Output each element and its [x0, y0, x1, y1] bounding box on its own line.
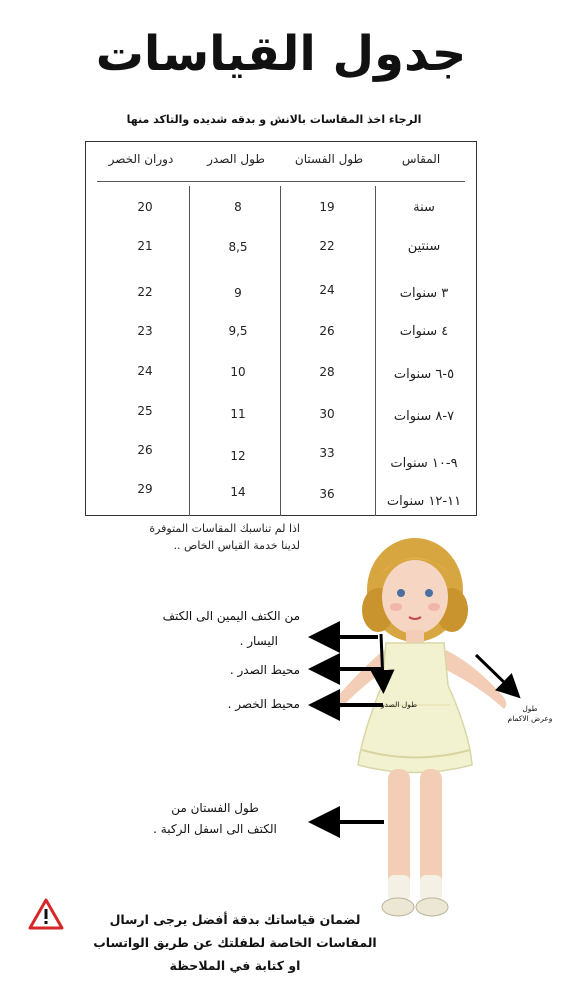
header-size: المقاس	[401, 152, 441, 166]
page-title: جدول القياسات	[95, 26, 467, 82]
cell-size: ٥-٦ سنوات	[393, 367, 455, 382]
header-waist: دوران الخصر	[108, 152, 174, 166]
cell-size: ٩-١٠ سنوات	[390, 456, 458, 471]
cell-dress-length: 28	[319, 365, 335, 379]
footer-line: المقاسات الخاصة لطفلتك عن طريق الواتساب	[93, 935, 377, 950]
cell-size: سنتين	[407, 239, 441, 254]
note-line: اذا لم تناسبك المقاسات المتوفرة	[149, 522, 300, 535]
chest-length-arrow	[381, 634, 383, 682]
shoulder-label-line: من الكتف اليمين الى الكتف	[162, 609, 300, 623]
cell-waist: 22	[137, 285, 153, 299]
cell-waist: 25	[137, 404, 153, 418]
cell-waist: 21	[137, 239, 153, 253]
cell-size: ٤ سنوات	[399, 324, 449, 339]
note-line: لدينا خدمة القياس الخاص ..	[173, 539, 300, 552]
cell-waist: 23	[137, 324, 153, 338]
cell-chest-length: 9,5	[228, 324, 248, 338]
footer-note	[70, 908, 400, 977]
cell-size: ١١-١٢ سنوات	[386, 494, 462, 509]
column-divider	[280, 186, 281, 516]
cell-dress-length: 22	[319, 239, 335, 253]
cell-chest-length: 11	[230, 407, 246, 421]
cell-dress-length: 26	[319, 324, 335, 338]
cell-dress-length: 36	[319, 487, 335, 501]
page-subtitle: الرجاء اخذ المقاسات بالانش و بدقه شديده والتاكد منها	[126, 113, 422, 126]
footer-line: او كتابة في الملاحظة	[169, 958, 301, 973]
cell-dress-length: 24	[319, 283, 335, 297]
cell-size: سنة	[413, 200, 435, 215]
cell-waist: 26	[137, 443, 153, 457]
header-chest-length: طول الصدر	[207, 152, 265, 166]
cell-chest-length: 8,5	[228, 240, 248, 254]
sleeve-label	[500, 704, 560, 724]
cell-chest-length: 14	[230, 485, 246, 499]
cell-size: ٣ سنوات	[399, 286, 449, 301]
header-dress-length: طول الفستان	[294, 152, 364, 166]
cell-waist: 29	[137, 482, 153, 496]
sleeve-arrow	[476, 655, 512, 690]
chest-label: محيط الصدر .	[229, 663, 300, 677]
cell-waist: 24	[137, 364, 153, 378]
column-divider	[375, 186, 376, 516]
warning-triangle-icon	[28, 898, 64, 930]
cell-chest-length: 9	[234, 286, 242, 300]
cell-dress-length: 33	[319, 446, 335, 460]
custom-size-note	[82, 520, 300, 554]
cell-size: ٧-٨ سنوات	[393, 409, 455, 424]
shoulder-label-line: اليسار .	[239, 634, 278, 648]
dress-label-line: الكتف الى اسفل الركبة .	[153, 822, 277, 836]
cell-chest-length: 8	[234, 200, 242, 214]
cell-dress-length: 30	[319, 407, 335, 421]
column-divider	[189, 186, 190, 516]
sleeve-label-line: طول	[522, 704, 538, 713]
cell-chest-length: 10	[230, 365, 246, 379]
shoulder-label	[150, 606, 300, 652]
footer-line: لضمان قياساتك بدقة أفضل يرجى ارسال	[109, 912, 361, 927]
cell-waist: 20	[137, 200, 153, 214]
chest-length-small-label: طول الصدر	[380, 700, 418, 709]
sleeve-label-line: وعرض الاكمام	[507, 714, 553, 723]
cell-chest-length: 12	[230, 449, 246, 463]
dress-length-label	[130, 798, 300, 840]
table-header-divider	[97, 181, 465, 182]
dress-label-line: طول الفستان من	[171, 801, 259, 815]
waist-label: محيط الخصر .	[227, 697, 300, 711]
cell-dress-length: 19	[319, 200, 335, 214]
